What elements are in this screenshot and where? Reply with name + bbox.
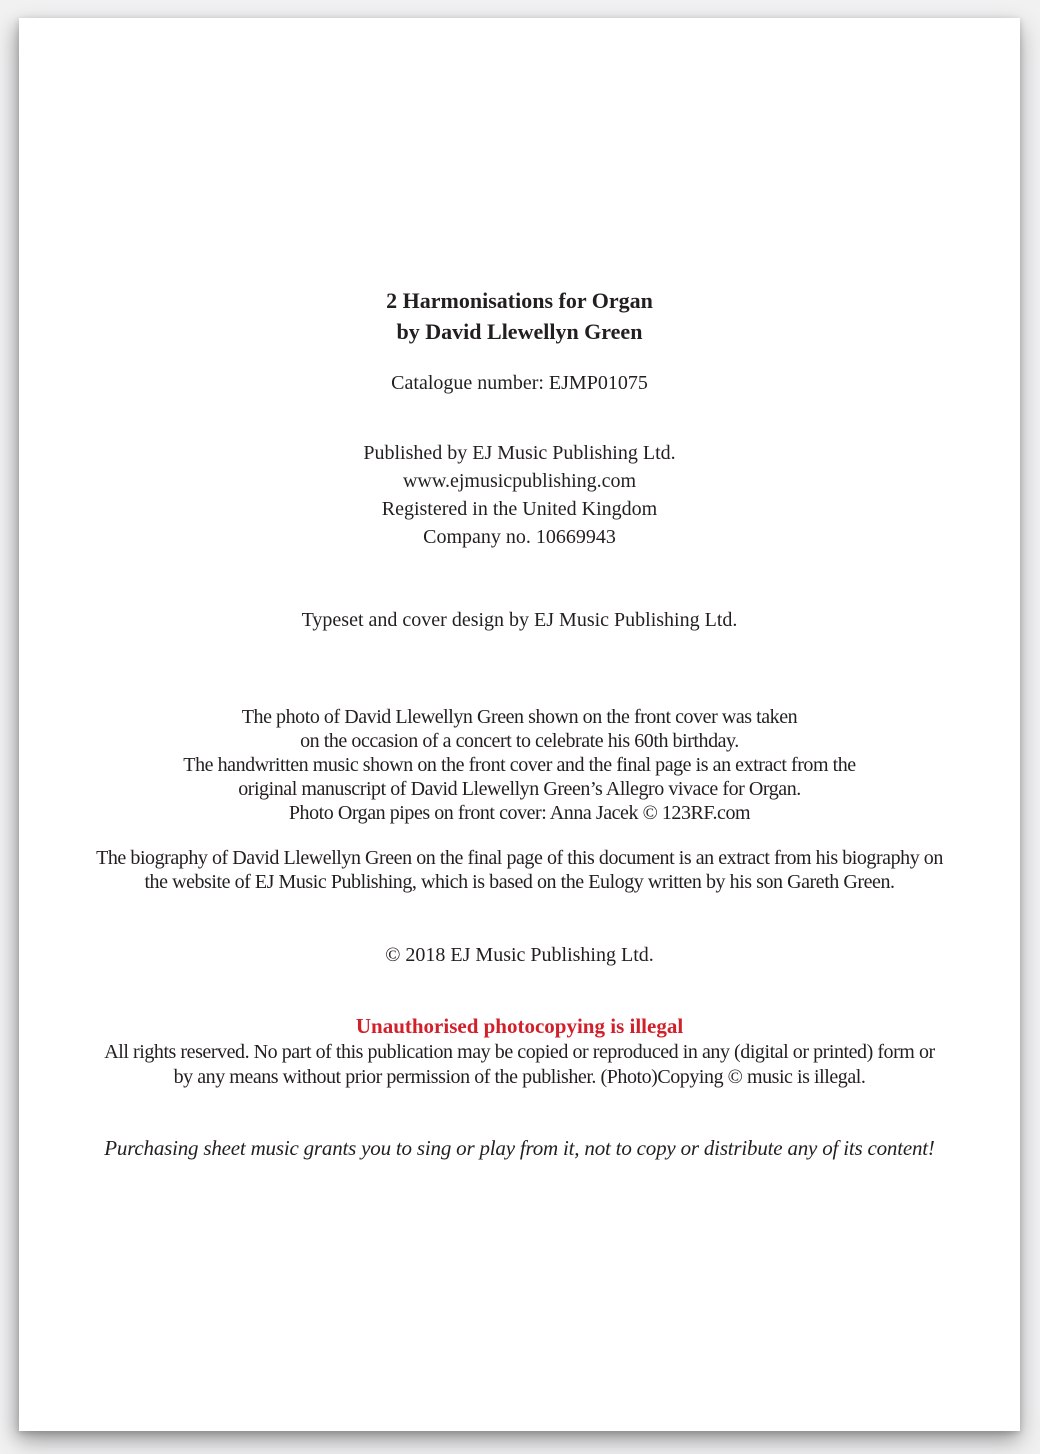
credits-line: on the occasion of a concert to celebrate his 60th birthday. [300,730,739,752]
colophon-page [19,18,1020,1431]
copyright-line: © 2018 EJ Music Publishing Ltd. [385,944,654,966]
rights-line: All rights reserved. No part of this publication may be copied or reproduced in any (digital or printed) form or [104,1041,935,1063]
typeset-credit: Typeset and cover design by EJ Music Publishing Ltd. [301,609,738,631]
publisher-company-number: Company no. 10669943 [423,526,616,548]
credits-line: The handwritten music shown on the front cover and the final page is an extract from the [183,754,856,776]
publication-title [19,285,1020,347]
publisher-website: www.ejmusicpublishing.com [402,470,637,492]
purchase-notice: Purchasing sheet music grants you to sing or play from it, not to copy or distribute any of its content! [104,1136,935,1160]
biography-note [19,846,1020,894]
rights-reserved-text [19,1040,1020,1090]
photocopy-warning-heading: Unauthorised photocopying is illegal [355,1014,684,1038]
biography-line: the website of EJ Music Publishing, which is based on the Eulogy written by his son Gareth Green. [144,871,895,893]
credits-line: original manuscript of David Llewellyn Green’s Allegro vivace for Organ. [238,778,801,800]
cover-credits [19,705,1020,825]
publisher-info [19,439,1020,551]
credits-line: The photo of David Llewellyn Green shown on the front cover was taken [241,706,798,728]
rights-line: by any means without prior permission of the publisher. (Photo)Copying © music is illegal. [173,1066,866,1088]
publisher-line: Published by EJ Music Publishing Ltd. [363,442,676,464]
biography-line: The biography of David Llewellyn Green on the final page of this document is an extract from his biography on [96,847,943,869]
title-line-2: by David Llewellyn Green [396,319,643,344]
title-line-1: 2 Harmonisations for Organ [386,288,653,313]
catalogue-number: Catalogue number: EJMP01075 [391,372,648,394]
credits-line: Photo Organ pipes on front cover: Anna Jacek © 123RF.com [288,802,751,824]
publisher-registration: Registered in the United Kingdom [381,498,658,520]
